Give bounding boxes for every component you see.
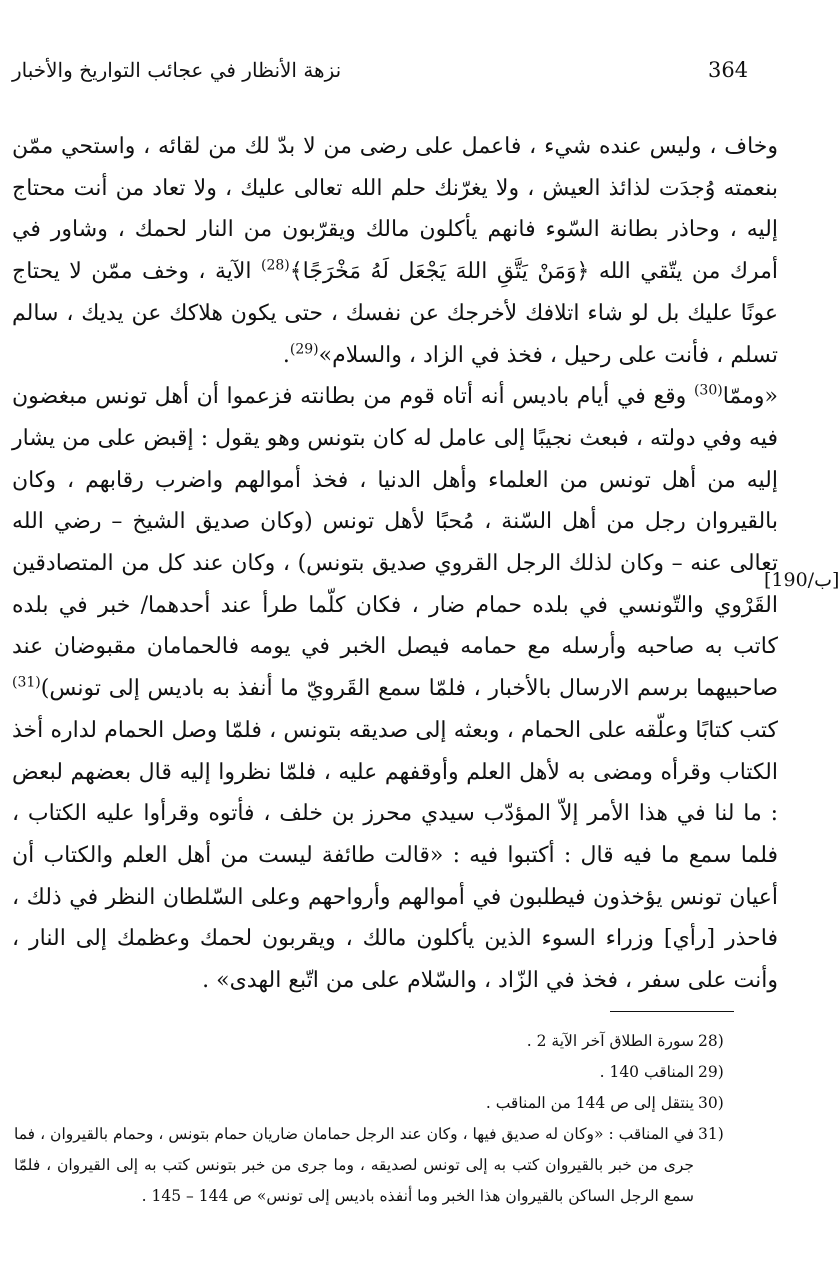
quran-verse: ﴿وَمَنْ يَتَّقِ اللهَ يَجْعَل لَهُ مَخْرَجًا﴾	[289, 259, 590, 285]
footnote-ref-29: (29)	[289, 341, 319, 358]
paragraph-1-text-a: وخاف ، وليس عنده شيء ، فاعمل على رضى من لا بدّ لك من لقائه ، واستحي ممّن بنعمته وُجدَت لذائذ العيش ، ولا يغرّنك حلم الله تعالى عليك ، ولا تعاد من أنت محتاج إليه ، وحاذر بطانة السّوء فانهم يأكلون مالك ويقرّبون من النار لحمك ، وشاور في أمرك من يتّقي الله	[12, 134, 778, 285]
footnote-ref-28: (28)	[260, 257, 290, 274]
footnote-29	[14, 1057, 734, 1088]
footnote-number: 28)	[698, 1032, 724, 1050]
footnote-ref-30: (30)	[693, 382, 723, 399]
page-header	[0, 58, 836, 92]
running-title: نزهة الأنظار في عجائب التواريخ والأخبار	[12, 58, 342, 82]
footnote-text: في المناقب : «وكان له صديق فيها ، وكان عند الرجل حمامان ضاريان حمام بتونس ، وحمام بالقيروان ، فما جرى من خبر بالقيروان كتب به إلى تونس لصديقه ، وما جرى من خبر بتونس كتب به إلى القيروان ، فلمّا سمع الرجل الساكن بالقيروان هذا الخبر وما أنفذه باديس إلى تونس» ص 144 – 145 .	[14, 1125, 694, 1205]
footnote-number: 30)	[698, 1094, 724, 1112]
paragraph-2-text-c: كتب كتابًا وعلّقه على الحمام ، وبعثه إلى صديقه بتونس ، فلمّا وصل الحمام لداره أخذ الكتاب وقرأه ومضى به لأهل العلم وأوقفهم عليه ، فلمّا نظروا إليه قال بعضهم لبعض : ما لنا في هذا الأمر إلاّ المؤدّب سيدي محرز بن خلف ، فأتوه وقرأوا عليه الكتاب ، فلما سمع ما فيه قال : أكتبوا فيه : «قالت طائفة ليست من أهل العلم والكتاب أن أعيان تونس يؤخذون فيطلبون في أموالهم وأرواحهم وعلى السّلطان النظر في ذلك ، فاحذر [رأي] وزراء السوء الذين يأكلون مالك ، ويقربون لحمك وعظمك إلى النار ، وأنت على سفر ، فخذ في الزّاد ، والسّلام على من اتّبع الهدى» .	[12, 717, 778, 994]
paragraph-2-text-a: «وممّا	[722, 384, 778, 410]
paragraph-1	[12, 126, 778, 376]
footnotes	[14, 1026, 734, 1212]
footnote-number: 31)	[698, 1125, 724, 1143]
page-number: 364	[708, 58, 749, 82]
paragraph-2	[12, 376, 778, 1002]
paragraph-2-text-b: وقع في أيام باديس أنه أتاه قوم من بطانته فزعموا أن أهل تونس مبغضون فيه وفي دولته ، فبعث نجيبًا إلى عامل له كان بتونس وهو يقول : إقبض على من يشار إليه من أهل تونس من العلماء وأهل الدنيا ، فخذ أموالهم واضرب رقابهم ، وكان بالقيروان رجل من أهل السّنة ، مُحبًا لأهل تونس (وكان صديق الشيخ – رضي الله تعالى عنه – وكان لذلك الرجل القروي صديق بتونس) ، وكان عند كل من المتصادقين القَرْوي والتّونسي في بلده حمام ضار ، فكان كلّما طرأ عند أحدهما/ خبر في بلده كاتب به صاحبه وأرسله مع حمامه فيصل الخبر في يومه فالحمامان مقبوضان عند صاحبيهما برسم الارسال بالأخبار ، فلمّا سمع القَرويّ ما أنفذ به باديس إلى تونس)	[12, 384, 778, 702]
footnote-31	[14, 1119, 734, 1212]
footnote-text: المناقب 140 .	[599, 1063, 694, 1081]
footnote-divider	[610, 1011, 734, 1012]
paragraph-1-text-b: الآية ، وخف ممّن لا يحتاج عونًا عليك بل لو شاء اتلافك لأخرجك عن نفسك ، حتى يكون هلاكك عن يديك ، سالم تسلم ، فأنت على رحيل ، فخذ في الزاد ، والسلام»	[12, 259, 778, 368]
footnote-text: ينتقل إلى ص 144 من المناقب .	[485, 1094, 694, 1112]
footnote-number: 29)	[698, 1063, 724, 1081]
footnote-30	[14, 1088, 734, 1119]
footnote-text: سورة الطلاق آخر الآية 2 .	[526, 1032, 694, 1050]
main-text	[12, 126, 778, 1002]
footnote-ref-31: (31)	[12, 674, 41, 691]
footnote-28	[14, 1026, 734, 1057]
paragraph-1-text-c: .	[282, 342, 290, 368]
margin-folio-note: [190/ب]	[764, 569, 839, 591]
